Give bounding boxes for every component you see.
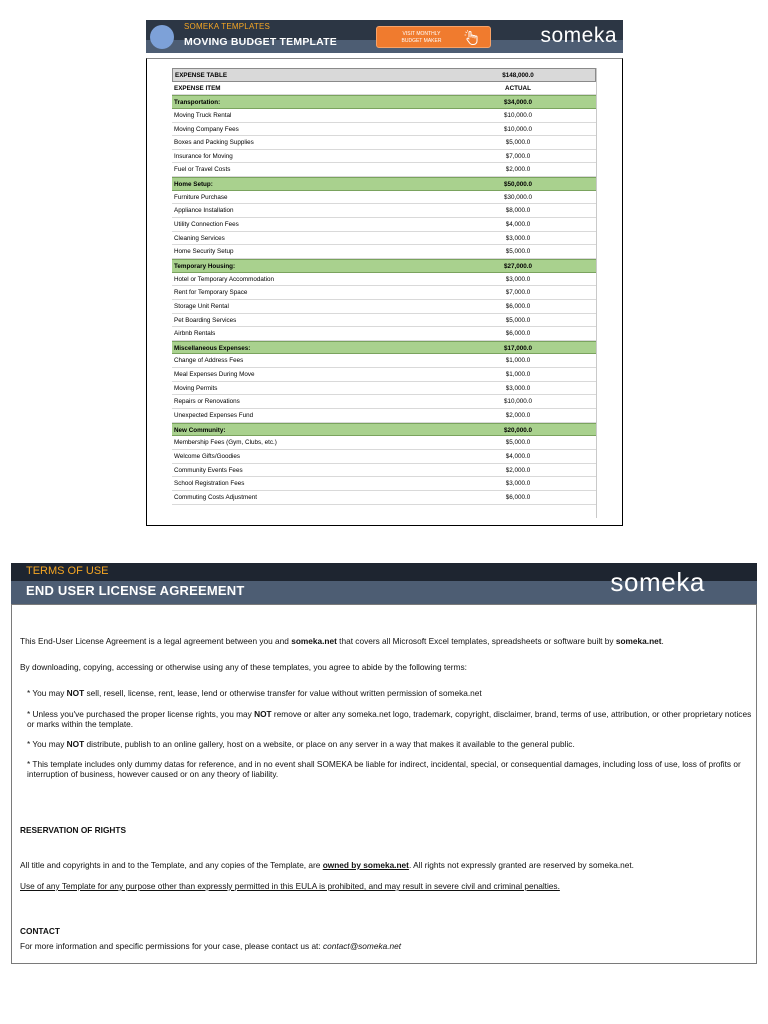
table-row xyxy=(172,491,596,505)
expense-item-actual: $7,000.0 xyxy=(505,289,531,297)
expense-table-total: $148,000.0 xyxy=(502,72,534,79)
expense-item-actual: $3,000.0 xyxy=(505,275,531,283)
table-row xyxy=(172,395,596,409)
category-total: $34,000.0 xyxy=(503,99,532,107)
expense-item-actual: $5,000.0 xyxy=(505,439,531,447)
expense-item-actual: $2,000.0 xyxy=(505,412,531,420)
bullet-1-not: NOT xyxy=(66,688,85,698)
expense-item-actual: $3,000.0 xyxy=(505,234,531,242)
expense-item-actual: $2,000.0 xyxy=(505,166,531,174)
terms-title: END USER LICENSE AGREEMENT xyxy=(26,583,245,598)
expense-item-name: Insurance for Moving xyxy=(174,152,233,160)
expense-item-actual: $1,000.0 xyxy=(505,371,531,379)
bullet-1-b: sell, resell, license, rent, lease, lend or otherwise transfer for value without written permission of someka.net xyxy=(84,688,482,698)
table-row xyxy=(172,245,596,259)
bullet-2-b: remove or alter any someka.net logo, trademark, copyright, disclaimer, brand, terms of use, attribution, or other proprietary notices or marks within the template. xyxy=(27,709,752,729)
expense-item-actual: $5,000.0 xyxy=(505,139,531,147)
terms-body xyxy=(11,604,757,964)
table-row xyxy=(172,409,596,423)
expense-item-name: Furniture Purchase xyxy=(174,193,228,201)
table-column-header-row xyxy=(172,82,596,96)
expense-item-actual: $10,000.0 xyxy=(503,398,532,406)
category-row xyxy=(172,423,596,437)
expense-item-name: Welcome Gifts/Goodies xyxy=(174,452,241,460)
moving-budget-sheet xyxy=(146,20,623,526)
bullet-2-a: * Unless you've purchased the proper license rights, you may xyxy=(27,709,255,719)
expense-item-name: Utility Connection Fees xyxy=(174,221,239,229)
intro-text-c: . xyxy=(661,636,664,646)
contact-text-a: For more information and specific permissions for your case, please contact us at: xyxy=(20,941,323,951)
table-row xyxy=(172,354,596,368)
category-total: $20,000.0 xyxy=(503,426,532,434)
expense-item-name: Appliance Installation xyxy=(174,207,234,215)
cta-line-2: BUDGET MAKER xyxy=(401,38,442,44)
terms-label: TERMS OF USE xyxy=(26,565,109,577)
table-row xyxy=(172,450,596,464)
category-row xyxy=(172,341,596,355)
table-row xyxy=(172,109,596,123)
contact-text xyxy=(20,941,750,951)
category-total: $27,000.0 xyxy=(503,262,532,270)
expense-item-actual: $4,000.0 xyxy=(505,452,531,460)
term-bullet-2 xyxy=(27,709,752,729)
table-row xyxy=(172,191,596,205)
term-bullet-1 xyxy=(27,688,752,698)
expense-item-name: Membership Fees (Gym, Clubs, etc.) xyxy=(174,439,277,447)
expense-item-name: Unexpected Expenses Fund xyxy=(174,412,254,420)
eula-abide: By downloading, copying, accessing or otherwise using any of these templates, you agree to abide by the following terms: xyxy=(20,662,467,672)
table-row xyxy=(172,123,596,137)
table-row xyxy=(172,368,596,382)
template-brand: SOMEKA TEMPLATES xyxy=(184,22,271,31)
term-bullet-4: * This template includes only dummy datas for reference, and in no event shall SOMEKA be liable for indirect, incidental, special, or consequential damages, including loss of use, loss of profits or interruption of business, however caused or on any theory of liability. xyxy=(27,759,741,779)
template-header xyxy=(146,20,623,53)
template-logo-circle-icon xyxy=(150,25,174,49)
table-row xyxy=(172,204,596,218)
bullet-3-not: NOT xyxy=(66,739,85,749)
template-title: MOVING BUDGET TEMPLATE xyxy=(184,36,337,48)
table-row xyxy=(172,232,596,246)
expense-item-name: Change of Address Fees xyxy=(174,357,244,365)
intro-site-link-2[interactable]: someka.net xyxy=(615,636,662,646)
bullet-1-a: * You may xyxy=(27,688,67,698)
expense-item-name: Commuting Costs Adjustment xyxy=(174,493,257,501)
table-header-row xyxy=(172,68,596,82)
expense-item-actual: $3,000.0 xyxy=(505,480,531,488)
expense-item-actual: $10,000.0 xyxy=(503,111,532,119)
expense-item-actual: $7,000.0 xyxy=(505,152,531,160)
cta-line-1: VISIT MONTHLY xyxy=(402,31,441,37)
expense-item-name: Pet Boarding Services xyxy=(174,316,237,324)
table-row xyxy=(172,477,596,491)
expense-item-actual: $5,000.0 xyxy=(505,248,531,256)
intro-site-link[interactable]: someka.net xyxy=(291,636,337,646)
expense-item-name: Moving Permits xyxy=(174,384,218,392)
intro-text-a: This End-User License Agreement is a legal agreement between you and xyxy=(20,636,292,646)
contact-heading: CONTACT xyxy=(20,926,60,936)
category-row xyxy=(172,259,596,273)
table-row xyxy=(172,436,596,450)
visit-budget-maker-button[interactable] xyxy=(376,26,491,48)
expense-item-actual: $3,000.0 xyxy=(505,384,531,392)
expense-item-actual: $4,000.0 xyxy=(505,221,531,229)
category-name: Miscellaneous Expenses: xyxy=(174,344,251,352)
rights-text-b: . All rights not expressly granted are reserved by someka.net. xyxy=(408,860,634,870)
table-right-border xyxy=(596,68,597,518)
category-name: Transportation: xyxy=(174,99,221,107)
table-row xyxy=(172,150,596,164)
expense-item-name: Moving Truck Rental xyxy=(174,111,232,119)
expense-item-actual: $5,000.0 xyxy=(505,316,531,324)
expense-item-name: Home Security Setup xyxy=(174,248,234,256)
table-row xyxy=(172,163,596,177)
category-total: $17,000.0 xyxy=(503,344,532,352)
intro-text-b: that covers all Microsoft Excel templates, spreadsheets or software built by xyxy=(336,636,616,646)
expense-item-actual: $8,000.0 xyxy=(505,207,531,215)
use-restriction-text: Use of any Template for any purpose other than expressly permitted in this EULA is prohibited, and may result in severe civil and criminal penalties. xyxy=(20,881,560,891)
expense-item-actual: $30,000.0 xyxy=(503,193,532,201)
expense-item-actual: $6,000.0 xyxy=(505,302,531,310)
contact-email-link[interactable]: contact@someka.net xyxy=(322,941,402,951)
eula-intro xyxy=(20,636,750,646)
expense-table-frame xyxy=(146,58,623,526)
expense-item-name: Airbnb Rentals xyxy=(174,330,216,338)
expense-item-name: Cleaning Services xyxy=(174,234,225,242)
category-total: $50,000.0 xyxy=(503,181,532,189)
category-row xyxy=(172,95,596,109)
category-name: Home Setup: xyxy=(174,181,213,189)
expense-item-actual: $2,000.0 xyxy=(505,466,531,474)
expense-item-name: Fuel or Travel Costs xyxy=(174,166,231,174)
bullet-3-a: * You may xyxy=(27,739,67,749)
bullet-3-b: distribute, publish to an online gallery, host on a website, or place on any server in a way that makes it available to the general public. xyxy=(84,739,575,749)
expense-table-label: EXPENSE TABLE xyxy=(175,72,228,79)
category-name: New Community: xyxy=(174,426,226,434)
table-row xyxy=(172,464,596,478)
expense-item-actual: $6,000.0 xyxy=(505,330,531,338)
expense-item-name: Hotel or Temporary Accommodation xyxy=(174,275,274,283)
expense-item-name: Community Events Fees xyxy=(174,466,243,474)
table-row xyxy=(172,136,596,150)
expense-item-name: Storage Unit Rental xyxy=(174,302,229,310)
table-row xyxy=(172,218,596,232)
rights-text-a: All title and copyrights in and to the Template, and any copies of the Template, are xyxy=(20,860,323,870)
table-row xyxy=(172,327,596,341)
table-row xyxy=(172,300,596,314)
table-row xyxy=(172,286,596,300)
someka-logo: someka xyxy=(540,24,617,47)
expense-item-name: Moving Company Fees xyxy=(174,125,239,133)
category-name: Temporary Housing: xyxy=(174,262,236,270)
table-row xyxy=(172,382,596,396)
expense-item-name: Meal Expenses During Move xyxy=(174,371,255,379)
expense-item-actual: $6,000.0 xyxy=(505,493,531,501)
expense-item-name: School Registration Fees xyxy=(174,480,245,488)
bullet-2-not: NOT xyxy=(254,709,272,719)
category-row xyxy=(172,177,596,191)
expense-table xyxy=(172,68,596,505)
expense-item-name: Boxes and Packing Supplies xyxy=(174,139,254,147)
terms-header xyxy=(11,563,757,604)
reservation-heading: RESERVATION OF RIGHTS xyxy=(20,825,127,835)
expense-item-actual: $1,000.0 xyxy=(505,357,531,365)
table-row xyxy=(172,314,596,328)
someka-logo-terms: someka xyxy=(610,567,705,597)
owned-by-someka-link[interactable]: owned by someka.net xyxy=(322,860,409,870)
table-row xyxy=(172,273,596,287)
expense-item-actual: $10,000.0 xyxy=(503,125,532,133)
rights-text xyxy=(20,860,750,870)
expense-item-name: Rent for Temporary Space xyxy=(174,289,248,297)
term-bullet-3 xyxy=(27,739,752,749)
expense-item-name: Repairs or Renovations xyxy=(174,398,240,406)
column-actual: ACTUAL xyxy=(505,84,531,92)
column-expense-item: EXPENSE ITEM xyxy=(174,84,221,92)
pointer-hand-icon xyxy=(464,30,480,46)
